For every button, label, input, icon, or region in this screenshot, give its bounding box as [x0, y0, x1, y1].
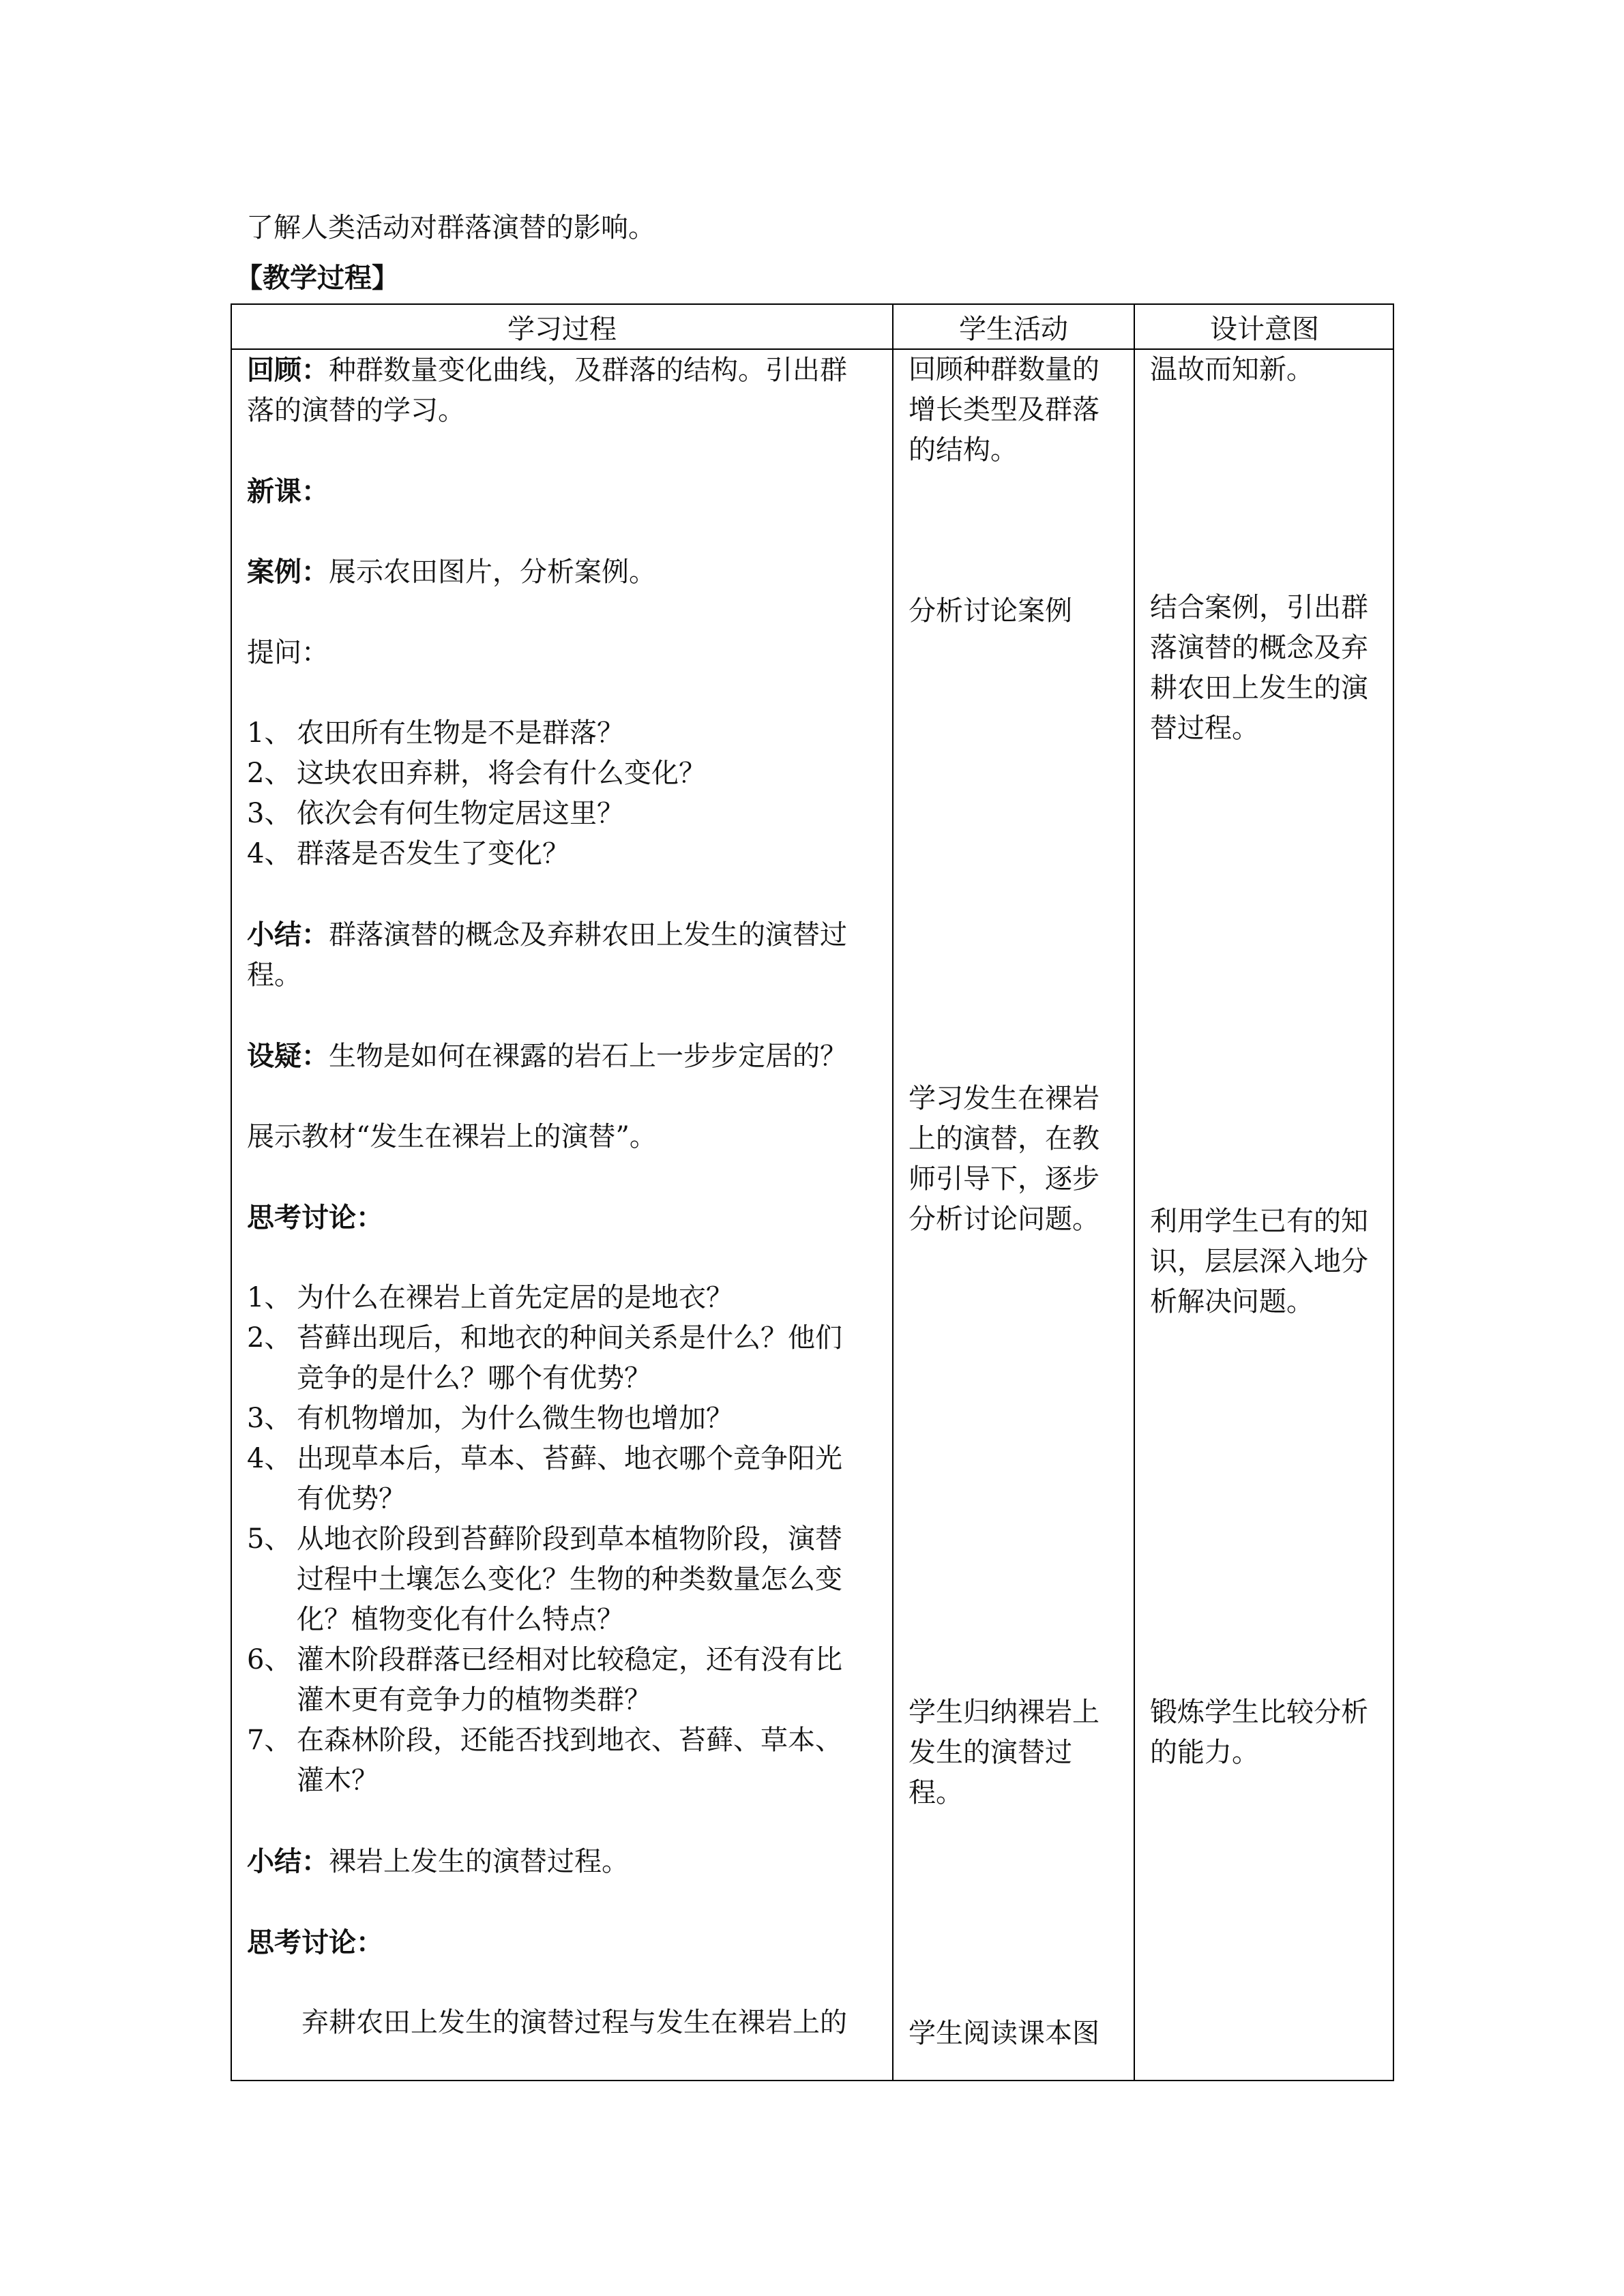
review-text: 种群数量变化曲线，及群落的结构。引出群	[329, 355, 847, 386]
intent-block: 温故而知新。	[1150, 354, 1314, 385]
case-label: 案例：	[247, 556, 329, 588]
discussion-item: 1、 为什么在裸岩上首先定居的是地衣？	[247, 1282, 733, 1313]
discussion-item: 7、 在森林阶段，还能否找到地衣、苔藓、草本、 灌木？	[247, 1725, 842, 1796]
case-line	[247, 552, 888, 593]
discussion-label: 思考讨论：	[247, 1926, 383, 1958]
discussion-item: 5、 从地衣阶段到苔藓阶段到草本植物阶段，演替 过程中土壤怎么变化？生物的种类数量怎么变 化？植物变化有什么特点？	[247, 1523, 842, 1635]
discussion-item: 4、 出现草本后，草本、苔藓、地衣哪个竞争阳光 有优势？	[247, 1443, 842, 1515]
final-text: 弃耕农田上发生的演替过程与发生在裸岩上的	[301, 2007, 847, 2038]
discussion-item: 3、 有机物增加，为什么微生物也增加？	[247, 1403, 733, 1434]
column-divider	[892, 305, 894, 2080]
intent-block: 结合案例，引出群 落演替的概念及弃 耕农田上发生的演 替过程。	[1150, 592, 1368, 744]
summary-label: 小结：	[247, 1845, 329, 1877]
discussion-item: 2、 苔藓出现后，和地衣的种间关系是什么？他们 竞争的是什么？哪个有优势？	[247, 1322, 842, 1394]
review-label: 回顾：	[247, 354, 329, 386]
summary-label: 小结：	[247, 919, 329, 951]
question-item: 2、 这块农田弃耕，将会有什么变化？	[247, 758, 706, 789]
summary-line	[247, 1841, 888, 1882]
header-student-activity: 学生活动	[959, 313, 1068, 345]
header-learning-process: 学习过程	[507, 313, 617, 345]
intro-text: 了解人类活动对群落演替的影响。	[246, 212, 655, 243]
review-line-2: 落的演替的学习。	[247, 395, 465, 426]
discussion-item: 6、 灌木阶段群落已经相对比较稳定，还有没有比 灌木更有竞争力的植物类群？	[247, 1644, 842, 1716]
question-label: 提问：	[247, 637, 329, 668]
doubt-line	[247, 1036, 888, 1077]
process-column	[247, 350, 888, 2043]
doubt-text: 生物是如何在裸露的岩石上一步步定居的？	[329, 1041, 847, 1072]
activity-block: 学习发生在裸岩 上的演替，在教 师引导下，逐步 分析讨论问题。	[909, 1083, 1099, 1235]
summary-text: 裸岩上发生的演替过程。	[329, 1846, 629, 1877]
new-lesson-label: 新课：	[247, 475, 329, 507]
summary-line	[247, 914, 888, 955]
activity-block: 分析讨论案例	[909, 595, 1072, 627]
show-text: 展示教材“发生在裸岩上的演替”。	[247, 1121, 657, 1152]
case-text: 展示农田图片，分析案例。	[329, 556, 656, 588]
doubt-label: 设疑：	[247, 1040, 329, 1072]
summary-line-2: 程。	[247, 959, 301, 991]
review-line	[247, 350, 888, 391]
teaching-process-table	[231, 303, 1394, 2081]
discussion-label: 思考讨论：	[247, 1202, 383, 1234]
section-title: 【教学过程】	[235, 262, 399, 294]
intent-block: 利用学生已有的知 识，层层深入地分 析解决问题。	[1150, 1206, 1368, 1317]
question-item: 3、 依次会有何生物定居这里？	[247, 798, 624, 829]
header-design-intent: 设计意图	[1210, 313, 1319, 345]
activity-block: 回顾种群数量的 增长类型及群落 的结构。	[909, 354, 1099, 466]
question-item: 1、 农田所有生物是不是群落？	[247, 717, 624, 749]
column-divider	[1134, 305, 1135, 2080]
activity-block: 学生归纳裸岩上 发生的演替过 程。	[909, 1697, 1099, 1808]
question-item: 4、 群落是否发生了变化？	[247, 838, 570, 869]
activity-block: 学生阅读课本图	[909, 2018, 1099, 2049]
intent-block: 锻炼学生比较分析 的能力。	[1150, 1697, 1368, 1768]
summary-text: 群落演替的概念及弃耕农田上发生的演替过	[329, 919, 847, 951]
